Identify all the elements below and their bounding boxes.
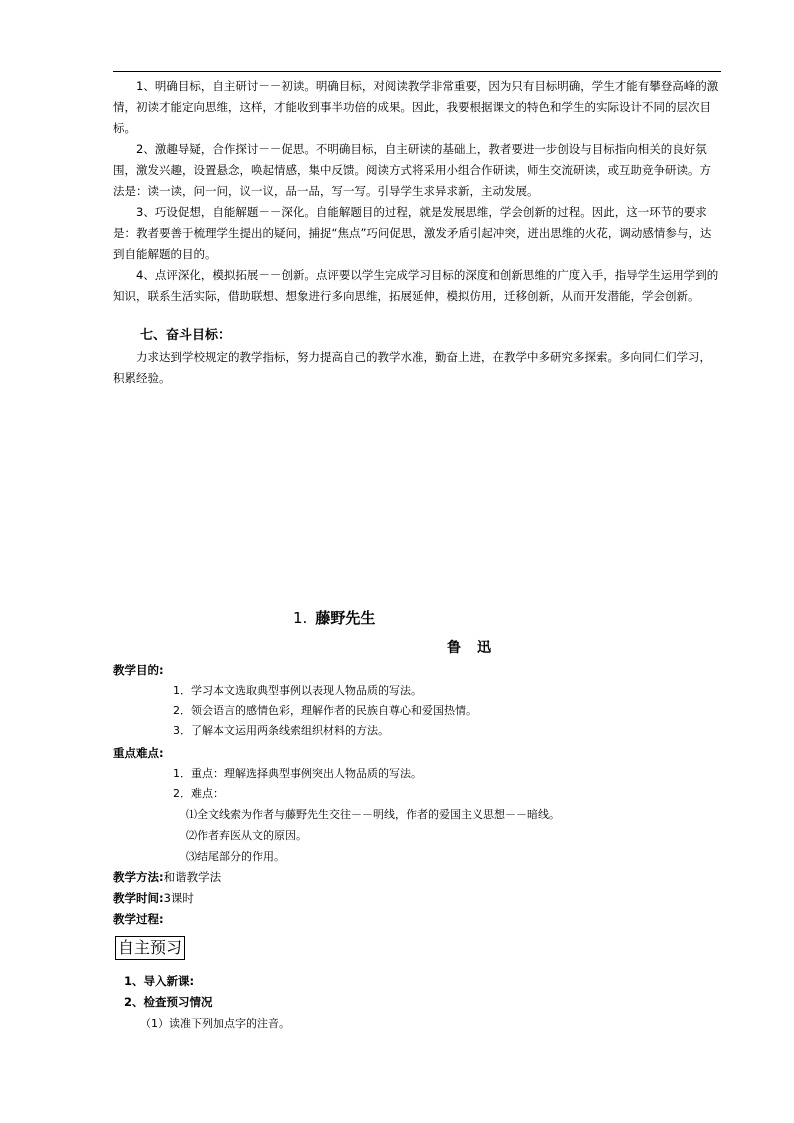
paragraph-1: 1、明确目标，自主研讨－－初读。明确目标，对阅读教学非常重要，因为只有目标明确，学生才能有攀登高峰的激情，初读才能定向思维，这样，才能收到事半功倍的成果。因此，我要根据课文的特色和学生的实际设计不同的层次目标。 [113, 79, 719, 135]
difficulty-item-1: ⑴全文线索为作者与藤野先生交往－－明线，作者的爱国主义思想－－暗线。 [186, 808, 560, 821]
step-2: 2、检查预习情况 [124, 995, 213, 1009]
step-2-sub-item: （1）读准下列加点字的注音。 [140, 1017, 290, 1030]
lesson-title [293, 606, 375, 630]
paragraph-2: 2、激趣导疑，合作探讨－－促思。不明确目标，自主研读的基础上，教者要进一步创设与目标指向相关的良好氛围，激发兴趣，设置悬念，唤起情感，集中反馈。阅读方式将采用小组合作研读，师生交流研读，或互助竞争研读。方法是：读一读，问一问，议一议，品一品，写一写。引导学生求异求新，主动发展。 [113, 142, 711, 198]
key-difficulty-label: 重点难点: [113, 746, 164, 760]
goal-item-1: 1．学习本文选取典型事例以表现人物品质的写法。 [173, 684, 422, 697]
time-label: 教学时间: [113, 891, 164, 905]
header-rule [113, 71, 721, 72]
goal-item-2: 2．领会语言的感情色彩，理解作者的民族自尊心和爱国热情。 [173, 704, 477, 717]
paragraph-4: 4、点评深化，模拟拓展－－创新。点评要以学生完成学习目标的深度和创新思维的广度入手，指导学生运用学到的知识，联系生活实际，借助联想、想象进行多向思维，拓展延伸，模拟仿用，迁移创新，从而开发潜能，学会创新。 [113, 268, 719, 303]
section-7-text: 力求达到学校规定的教学指标，努力提高自己的教学水准，勤奋上进，在教学中多研究多探索。多向同仁们学习，积累经验。 [113, 350, 711, 385]
lesson-title-text: 藤野先生 [315, 609, 376, 627]
method-line [113, 867, 221, 887]
difficulty-label: 2．难点： [173, 787, 224, 800]
goal-item-3: 3．了解本文运用两条线索组织材料的方法。 [173, 724, 389, 737]
lesson-number: 1. [293, 609, 308, 627]
section-7-heading: 七、奋斗目标： [140, 328, 232, 343]
goals-label: 教学目的: [113, 663, 164, 677]
time-line [113, 888, 194, 908]
difficulty-item-2: ⑵作者弃医从文的原因。 [186, 829, 307, 842]
difficulty-item-3: ⑶结尾部分的作用。 [186, 850, 285, 863]
time-value: 3课时 [163, 891, 194, 905]
step-1: 1、导入新课: [124, 974, 195, 988]
key-point-item: 1．重点：理解选择典型事例突出人物品质的写法。 [173, 767, 422, 780]
process-label: 教学过程: [113, 912, 164, 926]
paragraph-3: 3、巧设促想，自能解题－－深化。自能解题目的过程，就是发展思维，学会创新的过程。因此，这一环节的要求是：教者要善于梳理学生提出的疑问，捕捉“焦点”巧问促思，激发矛盾引起冲突，迸出思维的火花，调动感情参与，达到自能解题的目的。 [113, 205, 712, 261]
lesson-author: 鲁迅 [447, 640, 507, 656]
self-study-boxed-heading: 自主预习 [115, 936, 185, 960]
method-value: 和谐教学法 [163, 870, 222, 884]
method-label: 教学方法: [113, 870, 164, 884]
